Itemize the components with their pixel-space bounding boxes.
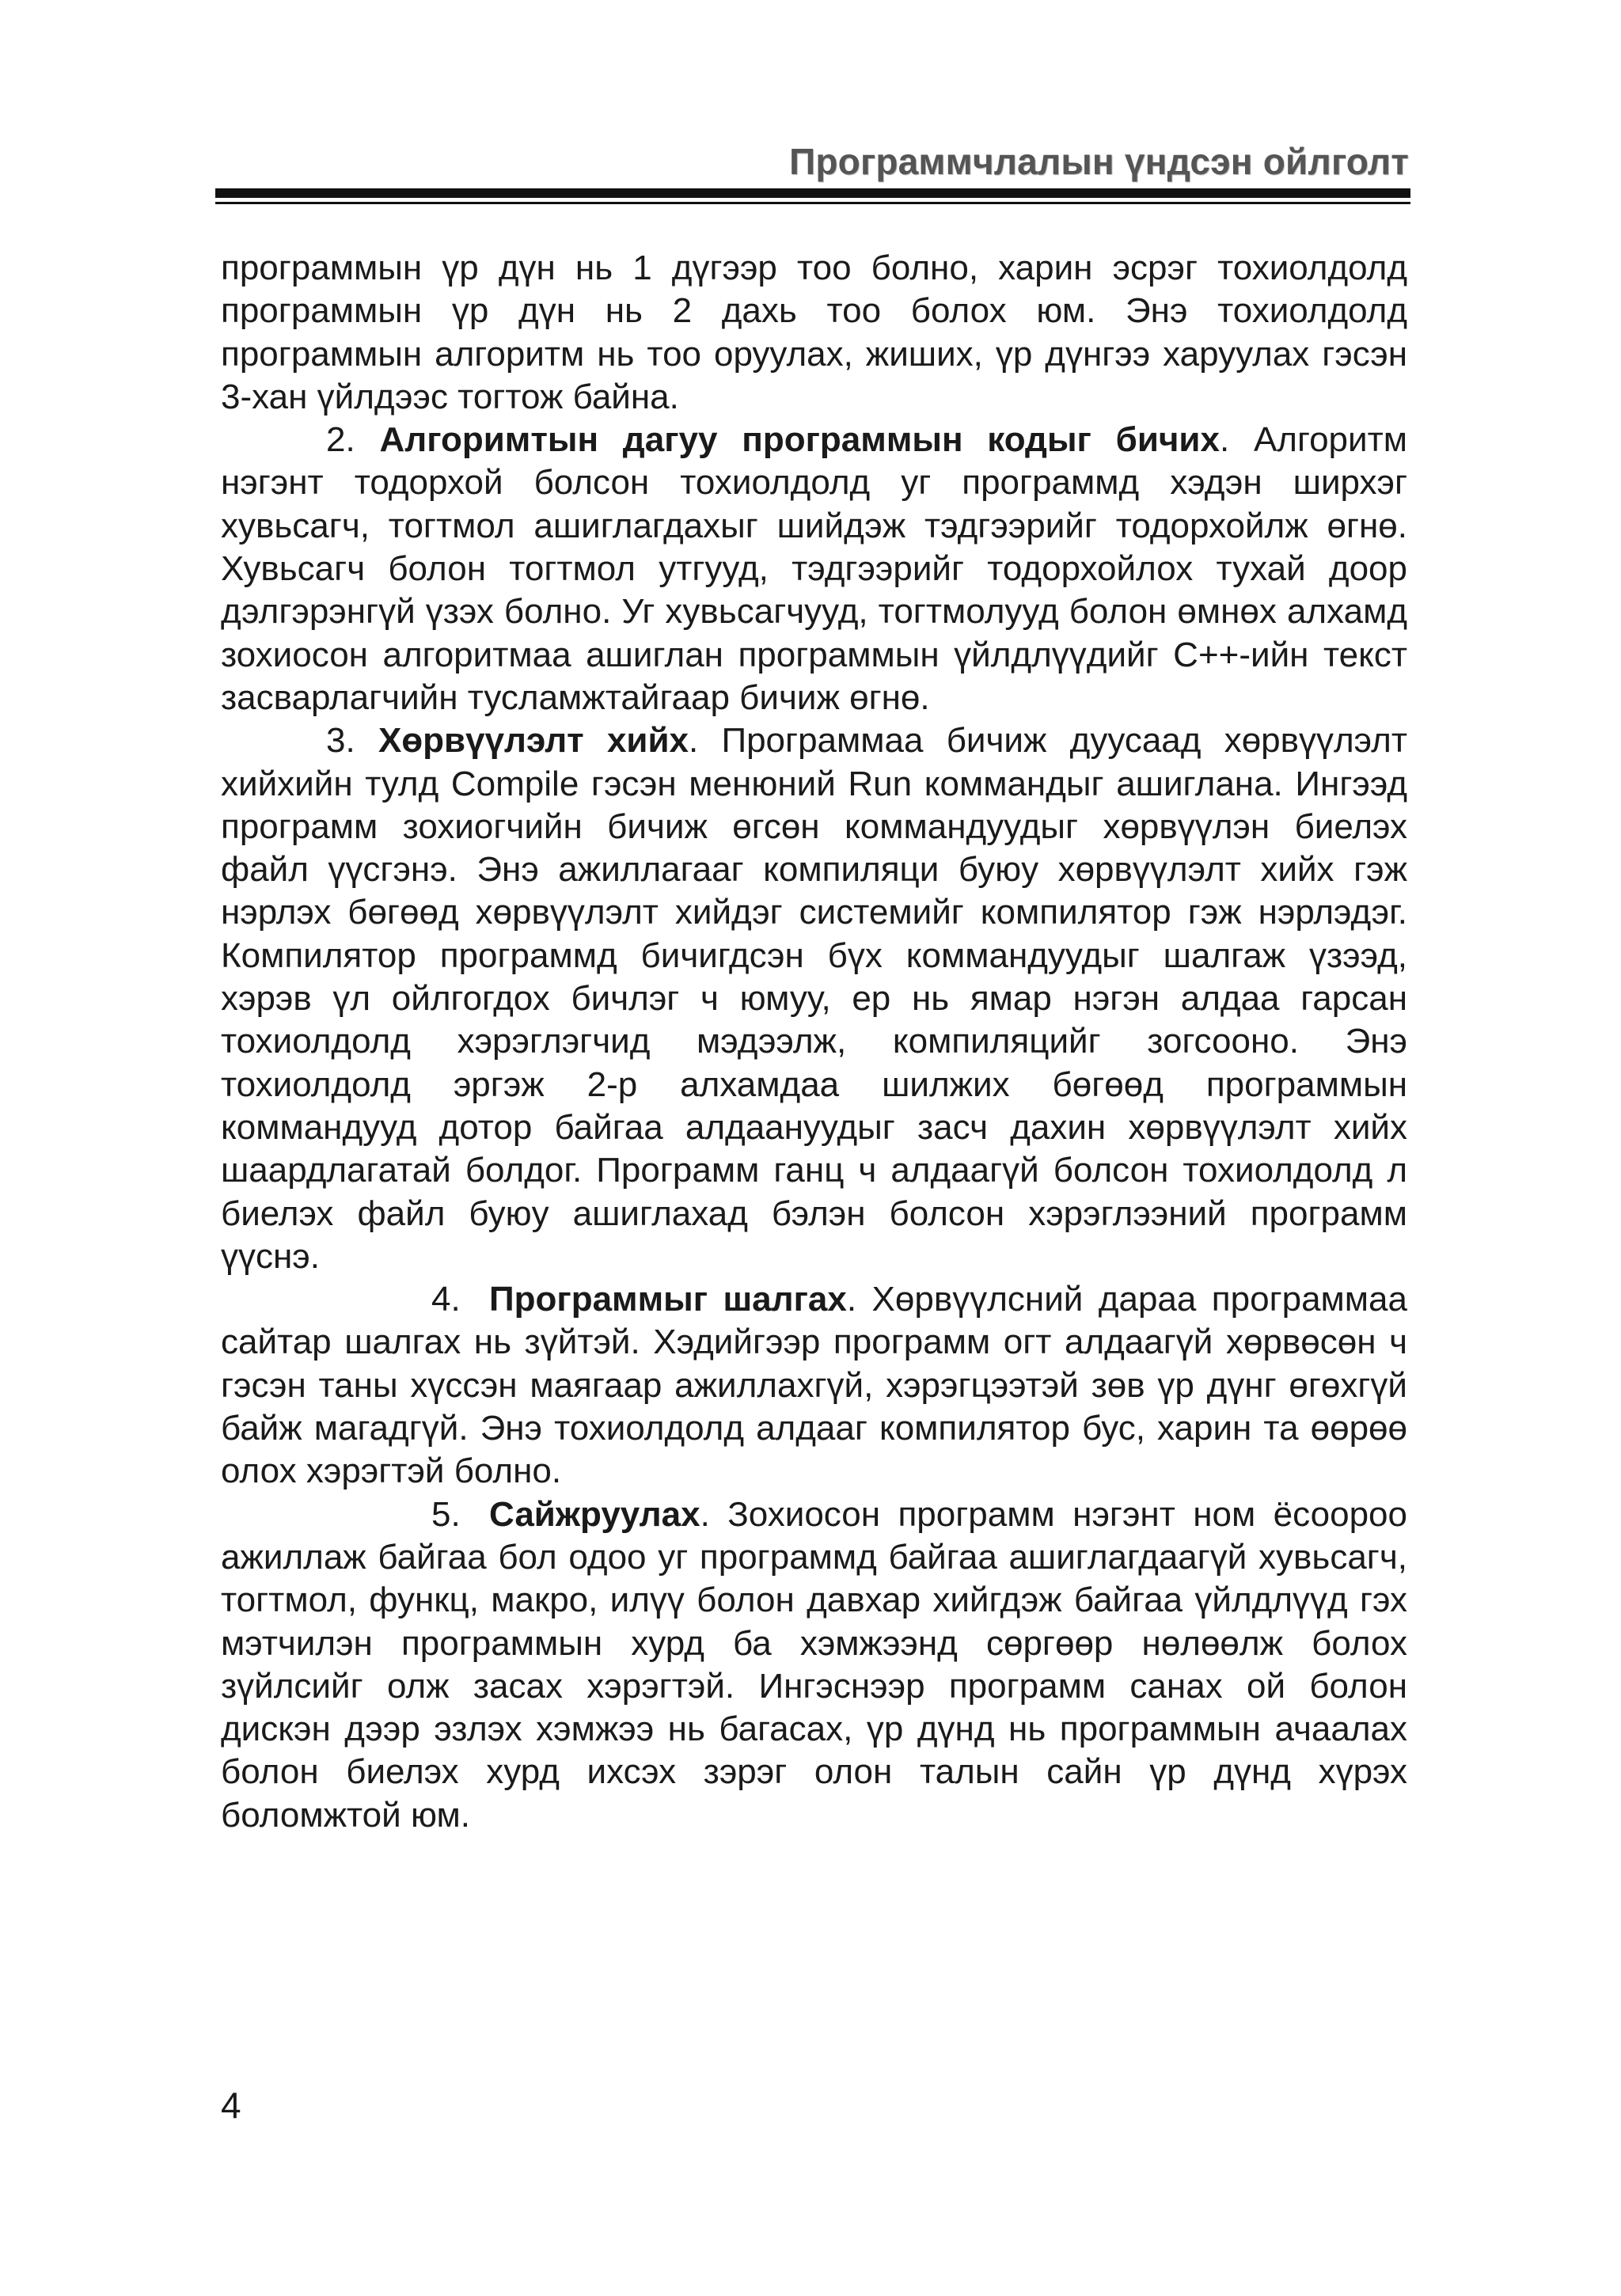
item-title: Хөрвүүлэлт хийх xyxy=(378,721,689,761)
page-body xyxy=(221,247,1407,1837)
item-title: Сайжруулах xyxy=(489,1494,700,1534)
item-title: Алгоримтын дагуу программын кодыг бичих xyxy=(379,420,1220,460)
item-text: . Программаа бичиж дуусаад хөрвүүлэлт хийхийн тулд Compile гэсэн менюний Run коммандыг ашиглана. Ингээд программ зохиогчийн бичиж өгсөн коммандуудыг хөрвүүлэн биелэх файл үүсгэнэ. Энэ ажиллагааг компиляци буюу хөрвүүлэлт хийх гэж нэрлэх бөгөөд хөрвүүлэлт хийдэг системийг компилятор гэж нэрлэдэг. Компилятор программд бичигдсэн бүх коммандуудыг шалгаж үзээд, хэрэв үл ойлгогдох бичлэг ч юмуу, ер нь ямар нэгэн алдаа гарсан тохиолдолд хэрэглэгчид мэдээлж, компиляцийг зогсооно. Энэ тохиолдолд эргэж 2-р алхамдаа шилжих бөгөөд программын коммандууд дотор байгаа алдаануудыг засч дахин хөрвүүлэлт хийх шаардлагатай болдог. Программ ганц ч алдаагүй болсон тохиолдолд л биелэх файл буюу ашиглахад бэлэн болсон хэрэглээний программ үүснэ. xyxy=(221,721,1407,1276)
list-item-3 xyxy=(221,719,1407,1278)
item-text: . Хөрвүүлсний дараа программаа сайтар шалгах нь зүйтэй. Хэдийгээр программ огт алдаагүй хөрвөсөн ч гэсэн таны хүссэн маягаар ажиллахгүй, хэрэгцээтэй зөв үр дүнг өгөхгүй байж магадгүй. Энэ тохиолдолд алдааг компилятор бус, харин та өөрөө олох хэрэгтэй болно. xyxy=(221,1280,1408,1491)
list-item-4 xyxy=(221,1278,1407,1493)
list-item-2 xyxy=(221,419,1407,719)
item-title: Программыг шалгах xyxy=(489,1280,847,1319)
item-text: . Алгоритм нэгэнт тодорхой болсон тохиолдолд уг программд хэдэн ширхэг хувьсагч, тогтмол ашиглагдахыг шийдэж тэдгээрийг тодорхойлж өгнө. Хувьсагч болон тогтмол утгууд, тэдгээрийг тодорхойлох тухай доор дэлгэрэнгүй үзэх болно. Уг хувьсагчууд, тогтмолууд болон өмнөх алхамд зохиосон алгоритмаа ашиглан программын үйлдлүүдийг C++-ийн текст засварлагчийн тусламжтайгаар бичиж өгнө. xyxy=(221,420,1407,717)
page-number: 4 xyxy=(221,2085,241,2126)
header-rule-thick xyxy=(215,188,1410,198)
header-rule-thin xyxy=(215,202,1410,204)
item-number: 4. xyxy=(431,1280,461,1319)
paragraph-continuation: программын үр дүн нь 1 дүгээр тоо болно, харин эсрэг тохиолдолд программын үр дүн нь 2 дахь тоо болох юм. Энэ тохиолдолд программын алгоритм нь тоо оруулах, жиших, үр дүнгээ харуулах гэсэн 3-хан үйлдээс тогтож байна. xyxy=(221,249,1407,416)
item-number: 2. xyxy=(326,420,355,460)
running-header xyxy=(215,139,1410,204)
list-item-5 xyxy=(221,1493,1407,1837)
item-number: 5. xyxy=(431,1494,461,1534)
item-text: . Зохиосон программ нэгэнт ном ёсоороо ажиллаж байгаа бол одоо уг программд байгаа ашиглагдаагүй хувьсагч, тогтмол, функц, макро, илүү болон давхар хийгдэж байгаа үйлдлүүд гэх мэтчилэн программын хурд ба хэмжээнд сөргөөр нөлөөлж болох зүйлсийг олж засах хэрэгтэй. Ингэснээр программ санах ой болон дискэн дээр эзлэх хэмжээ нь багасах, үр дүнд нь программын ачаалах болон биелэх хурд ихсэх зэрэг олон талын сайн үр дүнд хүрэх боломжтой юм. xyxy=(221,1494,1407,1835)
header-title: Программчлалын үндсэн ойлголт xyxy=(789,141,1409,182)
item-number: 3. xyxy=(326,721,355,761)
